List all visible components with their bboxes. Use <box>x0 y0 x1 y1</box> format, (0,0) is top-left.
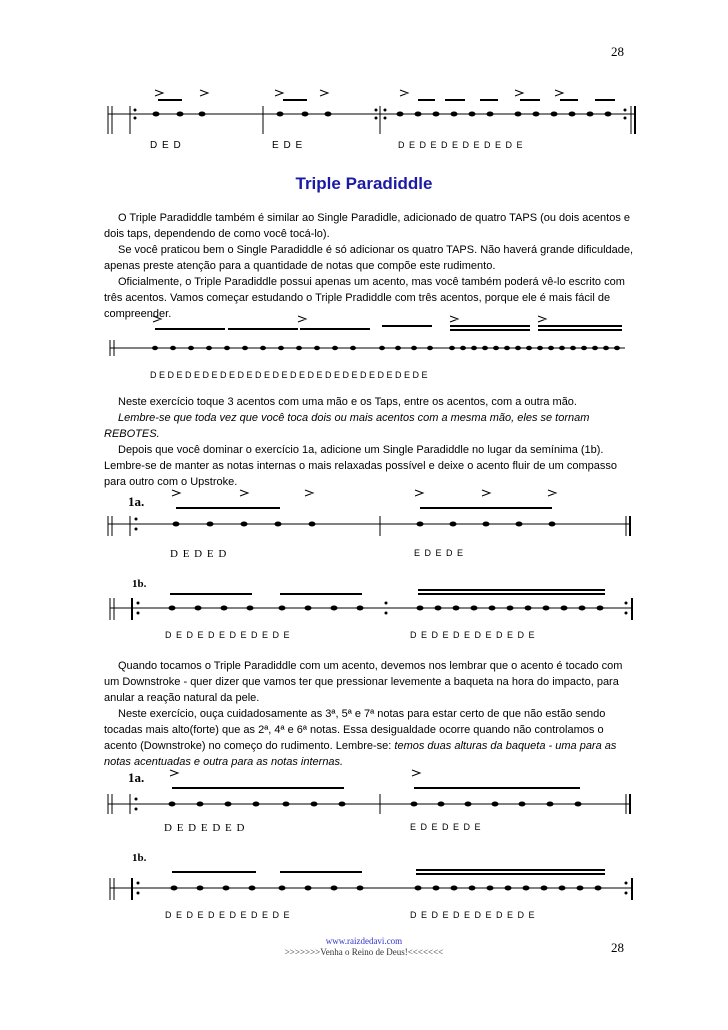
sticking-ex2a-left: D E D E D E D <box>164 822 246 834</box>
notation-staff-ex1a <box>100 486 640 542</box>
exercise-label-1a: 1a. <box>128 494 145 509</box>
notation-staff-ex2b <box>100 852 640 906</box>
intro-paragraph-1: O Triple Paradiddle também é similar ao Single Paradidle, adicionado de quatro TAPS (ou dois acentos e dois taps, dependendo de como você tocá-lo). <box>104 212 630 240</box>
sticking-ex2b-left: D E D E D E D E D E D E <box>165 910 291 920</box>
notation-staff-1 <box>100 84 640 140</box>
notation-staff-ex2a <box>100 764 640 820</box>
exercise-label-2b: 1b. <box>132 852 147 864</box>
page-number-top: 28 <box>611 44 624 59</box>
intro-paragraph-3: Oficialmente, o Triple Paradiddle possui apenas um acento, mas você também poderá vê-lo escrito com três acentos. Vamos começar estudando o Triple Pradiddle com três acentos, porque ele é mais fácil de compreender. <box>104 276 625 320</box>
sticking-staff1-mid: E D E <box>272 140 304 151</box>
page-number-bottom: 28 <box>611 940 624 955</box>
exercise-paragraph-1: Neste exercício toque 3 acentos com uma mão e os Taps, entre os acentos, com a outra mão. <box>118 396 577 408</box>
exercise-paragraph-2: Lembre-se que toda vez que você toca dois ou mais acentos com a mesma mão, eles se tornam REBOTES. <box>104 412 590 440</box>
page-title: Triple Paradiddle <box>295 174 433 193</box>
notation-staff-2 <box>100 312 640 358</box>
sticking-ex1a-left: D E D E D <box>170 548 228 560</box>
sticking-ex2a-right: E D E D E D E <box>410 822 482 832</box>
sticking-staff1-left: D E D <box>150 140 182 151</box>
exercise-paragraphs <box>104 394 634 490</box>
sticking-ex2b-right: D E D E D E D E D E D E <box>410 910 536 920</box>
downstroke-paragraph-2-text: Neste exercício, ouça cuidadosamente as 3ª, 5ª e 7ª notas para estar certo de que não estão sendo tocadas mais alto(forte) que as 2ª, 4ª e 6ª notas. Essa desigualdade ocorre quando não controlamos o acento (Downstroke) no começo do rudimento. Lembre-se: <box>104 708 606 752</box>
downstroke-paragraph-1: Quando tocamos o Triple Paradiddle com um acento, devemos nos lembrar que o acento é tocado com um Downstroke - quer dizer que vamos ter que pressionar levemente a baqueta na hora do impacto, para anular a reação natural da pele. <box>104 660 623 704</box>
exercise-paragraph-3: Depois que você dominar o exercício 1a, adicione um Single Paradiddle no lugar da semínima (1b). Lembre-se de manter as notas internas o mais relaxadas possível e deixe o acento fluir de um compasso para outro com o Upstroke. <box>104 444 617 488</box>
sticking-staff2: D E D E D E D E D E D E D E D E D E D E D E D E D E D E D E D E <box>150 370 428 380</box>
intro-paragraphs <box>104 210 634 322</box>
sticking-staff1-right: D E D E D E D E D E D E <box>398 140 524 150</box>
sticking-ex1b-left: D E D E D E D E D E D E <box>165 630 291 640</box>
exercise-label-2a: 1a. <box>128 770 145 785</box>
sticking-ex1b-right: D E D E D E D E D E D E <box>410 630 536 640</box>
exercise-label-1b: 1b. <box>132 578 147 590</box>
downstroke-paragraph-2-italic: temos duas alturas da baqueta - uma para as notas acentuadas e outra para as notas internas. <box>104 740 617 768</box>
sticking-ex1a-right: E D E D E <box>414 548 465 558</box>
footer-url-link[interactable]: www.raizdedavi.com <box>325 936 403 946</box>
notation-staff-ex1b <box>100 574 640 624</box>
intro-paragraph-2: Se você praticou bem o Single Paradiddle é só adicionar os quatro TAPS. Não haverá grande dificuldade, apenas preste atenção para a quantidade de notas que compõe este rudimento. <box>104 244 634 272</box>
footer-motto: >>>>>>>Venha o Reino de Deus!<<<<<<< <box>284 947 444 957</box>
downstroke-paragraph-2 <box>104 706 634 770</box>
downstroke-paragraphs <box>104 658 634 770</box>
